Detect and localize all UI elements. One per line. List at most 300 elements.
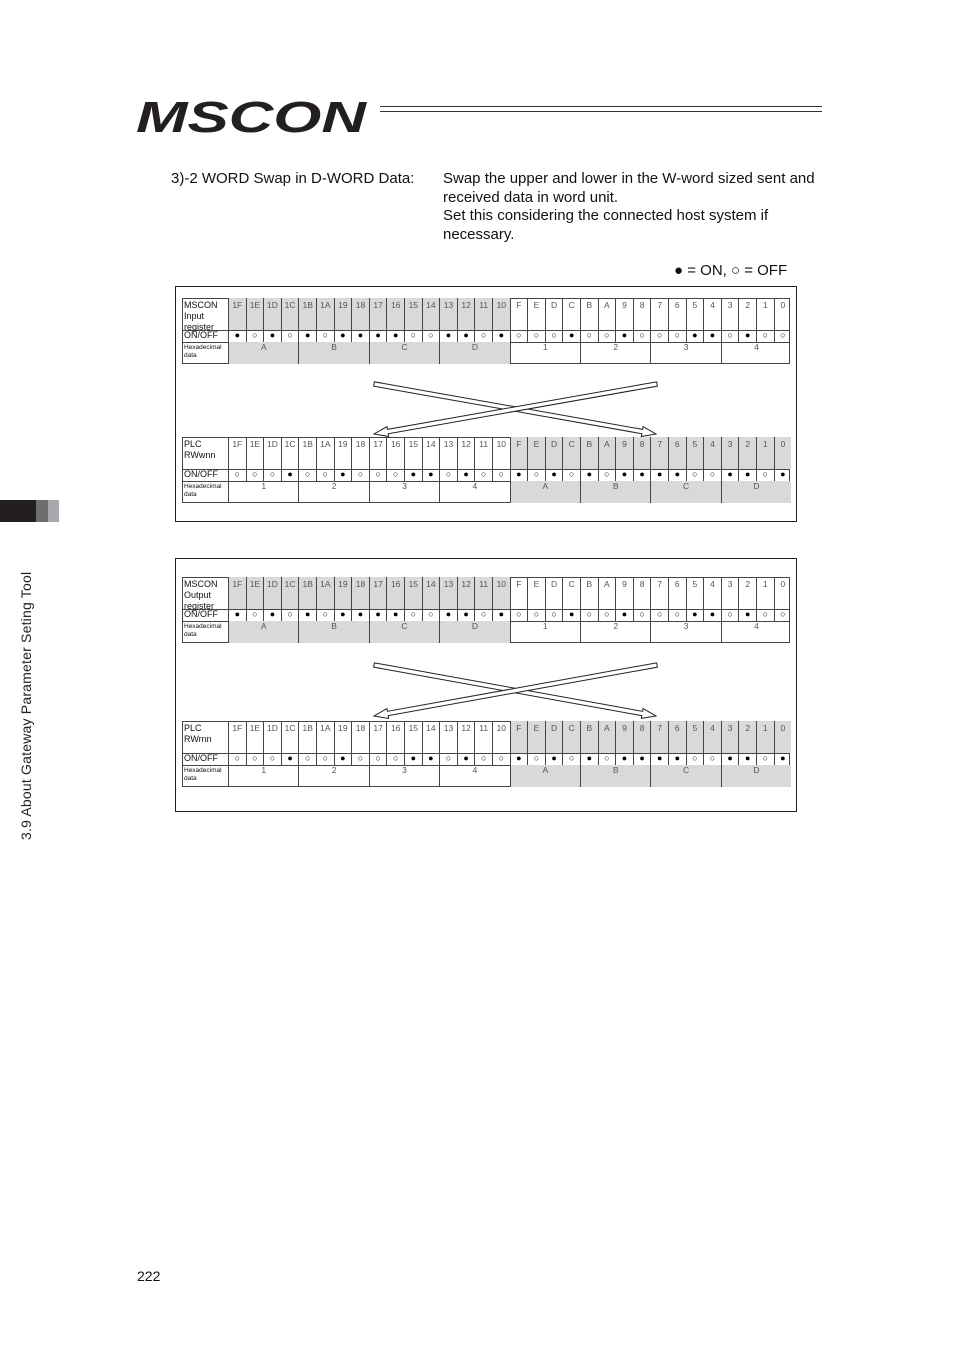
bit-state: ● — [650, 469, 668, 481]
bit-cell-5: 5 — [686, 577, 704, 609]
bit-cell-11: 11 — [474, 721, 492, 753]
bit-cell-11: 11 — [474, 577, 492, 609]
bit-cell-0: 0 — [774, 437, 792, 469]
bit-cell-14: 14 — [422, 437, 440, 469]
bit-state: ● — [298, 609, 316, 621]
bit-state: ● — [510, 753, 528, 765]
bit-state: ● — [633, 469, 651, 481]
bit-state: ○ — [527, 609, 545, 621]
bit-cell-8: 8 — [633, 577, 651, 609]
bit-cell-15: 15 — [404, 721, 422, 753]
section-label: 3)-2 WORD Swap in D-WORD Data: — [171, 170, 415, 187]
description-line: received data in word unit. — [443, 188, 619, 206]
hex-digit: 1 — [510, 621, 580, 643]
bit-state: ○ — [633, 330, 651, 342]
bit-state: ○ — [386, 753, 404, 765]
bit-state: ● — [334, 469, 352, 481]
bit-state: ○ — [474, 469, 492, 481]
bit-cell-17: 17 — [369, 298, 387, 330]
bit-cell-6: 6 — [668, 437, 686, 469]
bit-state: ○ — [580, 609, 598, 621]
hex-digit: D — [721, 481, 791, 503]
bit-state: ○ — [598, 469, 616, 481]
bit-state: ○ — [298, 753, 316, 765]
hex-digit: 1 — [228, 481, 298, 503]
side-section-title: 3.9 About Gateway Parameter Seting Tool — [18, 571, 34, 840]
description-line: necessary. — [443, 225, 515, 243]
bit-cell-5: 5 — [686, 721, 704, 753]
bit-state: ● — [492, 330, 510, 342]
bit-cell-13: 13 — [439, 577, 457, 609]
bit-state: ○ — [422, 330, 440, 342]
bit-state: ● — [580, 753, 598, 765]
bit-cell-1: 1 — [756, 437, 774, 469]
bit-state: ● — [228, 609, 246, 621]
bit-state: ● — [386, 609, 404, 621]
bit-cell-1f: 1F — [228, 298, 246, 330]
bit-state: ○ — [562, 753, 580, 765]
hex-digit: 1 — [510, 342, 580, 364]
bit-state: ○ — [422, 609, 440, 621]
bit-state: ○ — [281, 330, 299, 342]
bit-state: ○ — [316, 330, 334, 342]
bit-cell-1b: 1B — [298, 437, 316, 469]
bit-state: ● — [422, 469, 440, 481]
bit-state: ● — [545, 469, 563, 481]
bit-cell-d: D — [545, 577, 563, 609]
register-label-line: Input — [184, 311, 205, 321]
description-line: Swap the upper and lower in the W-word sized sent and — [443, 170, 815, 187]
bit-state: ○ — [598, 609, 616, 621]
bit-cell-1e: 1E — [246, 721, 264, 753]
bit-state: ● — [334, 609, 352, 621]
bit-state: ● — [562, 330, 580, 342]
bit-state: ○ — [351, 469, 369, 481]
bit-state: ● — [703, 330, 721, 342]
bit-cell-f: F — [510, 577, 528, 609]
bit-state: ○ — [281, 609, 299, 621]
bit-cell-1f: 1F — [228, 721, 246, 753]
bit-cell-9: 9 — [615, 721, 633, 753]
legend: ● = ON, ○ = OFF — [674, 262, 788, 279]
bit-state: ○ — [246, 609, 264, 621]
bit-cell-e: E — [527, 437, 545, 469]
bit-state: ● — [369, 609, 387, 621]
bit-cell-7: 7 — [650, 298, 668, 330]
bit-state: ○ — [369, 469, 387, 481]
bit-state: ○ — [369, 753, 387, 765]
hex-digit: 2 — [298, 481, 368, 503]
hex-digit: 4 — [721, 342, 791, 364]
bit-state: ○ — [492, 469, 510, 481]
bit-cell-a: A — [598, 577, 616, 609]
bit-state: ○ — [686, 753, 704, 765]
bit-cell-1d: 1D — [263, 298, 281, 330]
bit-cell-17: 17 — [369, 577, 387, 609]
register-label-line: register — [184, 601, 215, 611]
bit-cell-1d: 1D — [263, 577, 281, 609]
bit-state: ● — [334, 753, 352, 765]
register-label-line: MSCON — [184, 300, 218, 310]
bit-state: ● — [492, 609, 510, 621]
bit-cell-1b: 1B — [298, 577, 316, 609]
bit-state: ○ — [756, 469, 774, 481]
hex-digit: 4 — [721, 621, 791, 643]
bit-cell-a: A — [598, 437, 616, 469]
bit-cell-d: D — [545, 437, 563, 469]
bit-cell-6: 6 — [668, 298, 686, 330]
bit-state: ○ — [633, 609, 651, 621]
bit-cell-15: 15 — [404, 298, 422, 330]
bit-cell-1: 1 — [756, 577, 774, 609]
bit-cell-4: 4 — [703, 577, 721, 609]
page-number: 222 — [137, 1268, 161, 1284]
hex-digit: D — [439, 342, 509, 364]
bit-state: ● — [615, 609, 633, 621]
bit-cell-1a: 1A — [316, 721, 334, 753]
bit-cell-1e: 1E — [246, 437, 264, 469]
bit-state: ○ — [756, 753, 774, 765]
bit-state: ● — [738, 330, 756, 342]
bit-cell-4: 4 — [703, 437, 721, 469]
bit-cell-6: 6 — [668, 721, 686, 753]
bit-cell-1c: 1C — [281, 577, 299, 609]
bit-state: ● — [457, 609, 475, 621]
bit-cell-1f: 1F — [228, 577, 246, 609]
bit-cell-17: 17 — [369, 437, 387, 469]
bit-state: ● — [580, 469, 598, 481]
bit-cell-3: 3 — [721, 437, 739, 469]
hex-digit: B — [298, 342, 368, 364]
hex-digit: B — [298, 621, 368, 643]
hex-digit: A — [228, 621, 298, 643]
bit-cell-5: 5 — [686, 437, 704, 469]
bit-state: ● — [686, 609, 704, 621]
bit-state: ○ — [316, 469, 334, 481]
bit-state: ● — [369, 330, 387, 342]
bit-state: ● — [439, 330, 457, 342]
bit-cell-1c: 1C — [281, 437, 299, 469]
bit-cell-14: 14 — [422, 298, 440, 330]
bit-state: ○ — [580, 330, 598, 342]
bit-cell-b: B — [580, 298, 598, 330]
bit-cell-12: 12 — [457, 298, 475, 330]
bit-cell-2: 2 — [738, 298, 756, 330]
bit-cell-0: 0 — [774, 721, 792, 753]
hex-digit: B — [580, 481, 650, 503]
bit-state: ○ — [756, 330, 774, 342]
bit-state: ● — [774, 753, 792, 765]
bit-cell-13: 13 — [439, 721, 457, 753]
bit-cell-16: 16 — [386, 437, 404, 469]
bit-state: ○ — [527, 469, 545, 481]
bit-cell-0: 0 — [774, 577, 792, 609]
hex-digit: 3 — [369, 765, 439, 787]
bit-state: ○ — [386, 469, 404, 481]
bit-cell-1c: 1C — [281, 298, 299, 330]
bit-cell-19: 19 — [334, 577, 352, 609]
bit-cell-14: 14 — [422, 721, 440, 753]
bit-state: ● — [668, 753, 686, 765]
hex-label-line: data — [184, 775, 197, 782]
hex-digit: C — [369, 621, 439, 643]
bit-state: ● — [228, 330, 246, 342]
bit-cell-b: B — [580, 437, 598, 469]
hex-label-line: data — [184, 491, 197, 498]
hex-digit: A — [228, 342, 298, 364]
bit-state: ○ — [439, 753, 457, 765]
bit-state: ○ — [492, 753, 510, 765]
hex-digit: 3 — [650, 621, 720, 643]
bit-state: ○ — [510, 330, 528, 342]
bit-state: ○ — [316, 753, 334, 765]
hex-digit: 2 — [580, 342, 650, 364]
bit-state: ○ — [721, 330, 739, 342]
bit-cell-c: C — [562, 437, 580, 469]
bit-state: ○ — [703, 469, 721, 481]
bit-state: ● — [615, 469, 633, 481]
hex-label-line: Hexadecimal — [184, 623, 222, 630]
description-line: Set this considering the connected host system if — [443, 207, 769, 224]
hex-label-line: Hexadecimal — [184, 767, 222, 774]
bit-state: ● — [457, 753, 475, 765]
hex-label-line: data — [184, 631, 197, 638]
bit-cell-16: 16 — [386, 577, 404, 609]
bit-cell-e: E — [527, 298, 545, 330]
bit-state: ● — [738, 469, 756, 481]
hex-digit: 1 — [228, 765, 298, 787]
bit-cell-1d: 1D — [263, 721, 281, 753]
bit-state: ○ — [527, 330, 545, 342]
bit-cell-18: 18 — [351, 437, 369, 469]
bit-cell-f: F — [510, 721, 528, 753]
bit-state: ○ — [439, 469, 457, 481]
register-label-line: PLC — [184, 723, 202, 733]
bit-cell-c: C — [562, 577, 580, 609]
hex-digit: 3 — [650, 342, 720, 364]
bit-cell-1b: 1B — [298, 721, 316, 753]
bit-cell-6: 6 — [668, 577, 686, 609]
bit-cell-1a: 1A — [316, 577, 334, 609]
bit-cell-1: 1 — [756, 298, 774, 330]
bit-cell-4: 4 — [703, 721, 721, 753]
register-label-line: register — [184, 322, 215, 332]
bit-cell-19: 19 — [334, 721, 352, 753]
bit-state: ● — [615, 753, 633, 765]
bit-state: ● — [686, 330, 704, 342]
bit-cell-2: 2 — [738, 721, 756, 753]
hex-label-line: Hexadecimal — [184, 483, 222, 490]
bit-cell-a: A — [598, 298, 616, 330]
bit-state: ● — [281, 753, 299, 765]
logo-text: MSCON — [136, 94, 368, 136]
bit-cell-10: 10 — [492, 437, 510, 469]
hex-digit: C — [369, 342, 439, 364]
register-label-line: MSCON — [184, 579, 218, 589]
bit-state: ○ — [756, 609, 774, 621]
bit-state: ○ — [246, 330, 264, 342]
bit-state: ○ — [298, 469, 316, 481]
bit-cell-4: 4 — [703, 298, 721, 330]
bit-cell-f: F — [510, 437, 528, 469]
bit-state: ○ — [510, 609, 528, 621]
bit-state: ● — [562, 609, 580, 621]
bit-cell-17: 17 — [369, 721, 387, 753]
bit-cell-f: F — [510, 298, 528, 330]
bit-state: ● — [650, 753, 668, 765]
bit-cell-10: 10 — [492, 298, 510, 330]
bit-state: ● — [422, 753, 440, 765]
bit-cell-15: 15 — [404, 437, 422, 469]
bit-cell-19: 19 — [334, 437, 352, 469]
hex-digit: 2 — [298, 765, 368, 787]
bit-state: ● — [633, 753, 651, 765]
bit-state: ○ — [650, 330, 668, 342]
bit-state: ● — [334, 330, 352, 342]
onoff-label: ON/OFF — [184, 753, 218, 763]
bit-state: ○ — [316, 609, 334, 621]
bit-cell-18: 18 — [351, 721, 369, 753]
bit-state: ● — [457, 330, 475, 342]
bit-state: ○ — [351, 753, 369, 765]
hex-digit: B — [580, 765, 650, 787]
bit-state: ○ — [774, 609, 792, 621]
bit-state: ○ — [228, 753, 246, 765]
bit-state: ● — [351, 330, 369, 342]
hex-digit: 4 — [439, 765, 509, 787]
bit-state: ● — [263, 330, 281, 342]
bit-state: ● — [281, 469, 299, 481]
hex-digit: C — [650, 481, 720, 503]
bit-cell-16: 16 — [386, 721, 404, 753]
bit-state: ○ — [474, 609, 492, 621]
bit-state: ● — [439, 609, 457, 621]
bit-state: ○ — [668, 609, 686, 621]
register-label-line: RWwnn — [184, 450, 216, 460]
hex-label-line: data — [184, 352, 197, 359]
register-label-line: PLC — [184, 439, 202, 449]
bit-cell-9: 9 — [615, 437, 633, 469]
bit-cell-1c: 1C — [281, 721, 299, 753]
bit-state: ○ — [686, 469, 704, 481]
bit-state: ○ — [774, 330, 792, 342]
bit-state: ○ — [404, 330, 422, 342]
onoff-label: ON/OFF — [184, 330, 218, 340]
bit-cell-13: 13 — [439, 298, 457, 330]
bit-cell-c: C — [562, 298, 580, 330]
bit-state: ○ — [527, 753, 545, 765]
bit-cell-12: 12 — [457, 577, 475, 609]
bit-cell-7: 7 — [650, 577, 668, 609]
bit-cell-14: 14 — [422, 577, 440, 609]
bit-state: ○ — [650, 609, 668, 621]
bit-cell-1e: 1E — [246, 577, 264, 609]
bit-state: ○ — [562, 469, 580, 481]
bit-cell-15: 15 — [404, 577, 422, 609]
bit-cell-0: 0 — [774, 298, 792, 330]
bit-cell-1f: 1F — [228, 437, 246, 469]
hex-digit: 3 — [369, 481, 439, 503]
bit-cell-3: 3 — [721, 298, 739, 330]
bit-state: ● — [721, 469, 739, 481]
bit-state: ● — [298, 330, 316, 342]
bit-cell-3: 3 — [721, 577, 739, 609]
onoff-label: ON/OFF — [184, 609, 218, 619]
bit-cell-b: B — [580, 577, 598, 609]
bit-state: ○ — [598, 753, 616, 765]
bit-cell-1b: 1B — [298, 298, 316, 330]
bit-state: ● — [457, 469, 475, 481]
bit-state: ● — [738, 609, 756, 621]
bit-state: ○ — [263, 469, 281, 481]
bit-cell-e: E — [527, 577, 545, 609]
bit-state: ● — [351, 609, 369, 621]
bit-state: ● — [545, 753, 563, 765]
bit-state: ○ — [474, 753, 492, 765]
bit-cell-10: 10 — [492, 721, 510, 753]
bit-cell-1e: 1E — [246, 298, 264, 330]
hex-digit: A — [510, 765, 580, 787]
bit-cell-11: 11 — [474, 437, 492, 469]
hex-digit: C — [650, 765, 720, 787]
bit-cell-c: C — [562, 721, 580, 753]
hex-digit: 4 — [439, 481, 509, 503]
bit-cell-10: 10 — [492, 577, 510, 609]
bit-state: ● — [404, 753, 422, 765]
bit-cell-8: 8 — [633, 298, 651, 330]
register-label-line: RWrnn — [184, 734, 212, 744]
hex-digit: A — [510, 481, 580, 503]
bit-state: ○ — [721, 609, 739, 621]
bit-state: ○ — [668, 330, 686, 342]
bit-state: ○ — [545, 609, 563, 621]
bit-cell-9: 9 — [615, 298, 633, 330]
bit-cell-1a: 1A — [316, 298, 334, 330]
register-label-line: Output — [184, 590, 212, 600]
bit-state: ○ — [246, 753, 264, 765]
bit-cell-1a: 1A — [316, 437, 334, 469]
bit-cell-12: 12 — [457, 437, 475, 469]
bit-cell-7: 7 — [650, 721, 668, 753]
bit-state: ● — [721, 753, 739, 765]
bit-cell-3: 3 — [721, 721, 739, 753]
bit-state: ● — [386, 330, 404, 342]
bit-state: ● — [668, 469, 686, 481]
bit-cell-16: 16 — [386, 298, 404, 330]
hex-digit: D — [721, 765, 791, 787]
bit-cell-8: 8 — [633, 721, 651, 753]
bit-state: ● — [774, 469, 792, 481]
bit-cell-1: 1 — [756, 721, 774, 753]
bit-state: ○ — [598, 330, 616, 342]
bit-cell-11: 11 — [474, 298, 492, 330]
bit-state: ○ — [703, 753, 721, 765]
bit-state: ○ — [545, 330, 563, 342]
bit-cell-18: 18 — [351, 577, 369, 609]
bit-state: ● — [404, 469, 422, 481]
bit-state: ○ — [228, 469, 246, 481]
bit-cell-13: 13 — [439, 437, 457, 469]
bit-cell-d: D — [545, 298, 563, 330]
bit-cell-2: 2 — [738, 437, 756, 469]
bit-state: ○ — [474, 330, 492, 342]
bit-state: ● — [738, 753, 756, 765]
bit-cell-18: 18 — [351, 298, 369, 330]
bit-cell-5: 5 — [686, 298, 704, 330]
bit-cell-8: 8 — [633, 437, 651, 469]
bit-state: ● — [703, 609, 721, 621]
hex-digit: 2 — [580, 621, 650, 643]
